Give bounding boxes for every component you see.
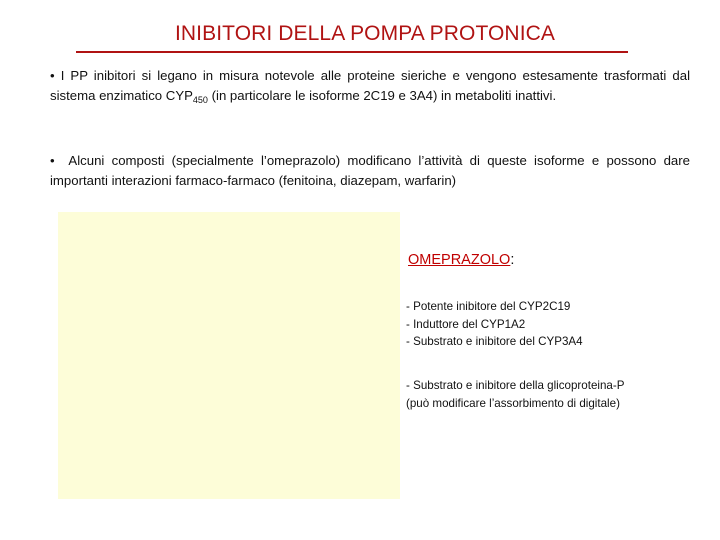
bullet-text-after: (in particolare le isoforme 2C19 e 3A4) in metaboliti inattivi. xyxy=(207,88,557,103)
bullet-interactions xyxy=(50,151,690,191)
bullet-marker: • xyxy=(50,153,55,168)
bullet-text-before: I PP inibitori si legano in misura notevole alle proteine sieriche e vengono estesamente trasformati dal sistema enzimatico CYP xyxy=(50,68,690,103)
omeprazolo-heading xyxy=(408,252,514,268)
list-item: - Substrato e inibitore della glicoproteina-P xyxy=(406,379,625,392)
bullet-subscript: 450 xyxy=(192,95,208,105)
list-item: - Substrato e inibitore del CYP3A4 xyxy=(406,335,583,348)
omeprazolo-cyp-list xyxy=(406,298,583,351)
title-underline xyxy=(76,51,628,53)
bullet-marker: • xyxy=(50,68,55,83)
bullet-cyp450 xyxy=(50,66,690,106)
list-item: (può modificare l’assorbimento di digitale) xyxy=(406,396,620,410)
image-placeholder xyxy=(58,212,400,499)
list-item: - Induttore del CYP1A2 xyxy=(406,317,526,331)
omeprazolo-colon: : xyxy=(510,252,515,268)
slide-title: INIBITORI DELLA POMPA PROTONICA xyxy=(174,22,556,45)
omeprazolo-pgp-list xyxy=(406,377,624,412)
omeprazolo-title: OMEPRAZOLO xyxy=(408,252,511,268)
list-item: - Potente inibitore del CYP2C19 xyxy=(406,300,571,313)
bullet-text: Alcuni composti (specialmente l’omeprazolo) modificano l’attività di queste isoforme e possono dare importanti interazioni farmaco-farmaco (fenitoina, diazepam, warfarin) xyxy=(50,153,690,188)
